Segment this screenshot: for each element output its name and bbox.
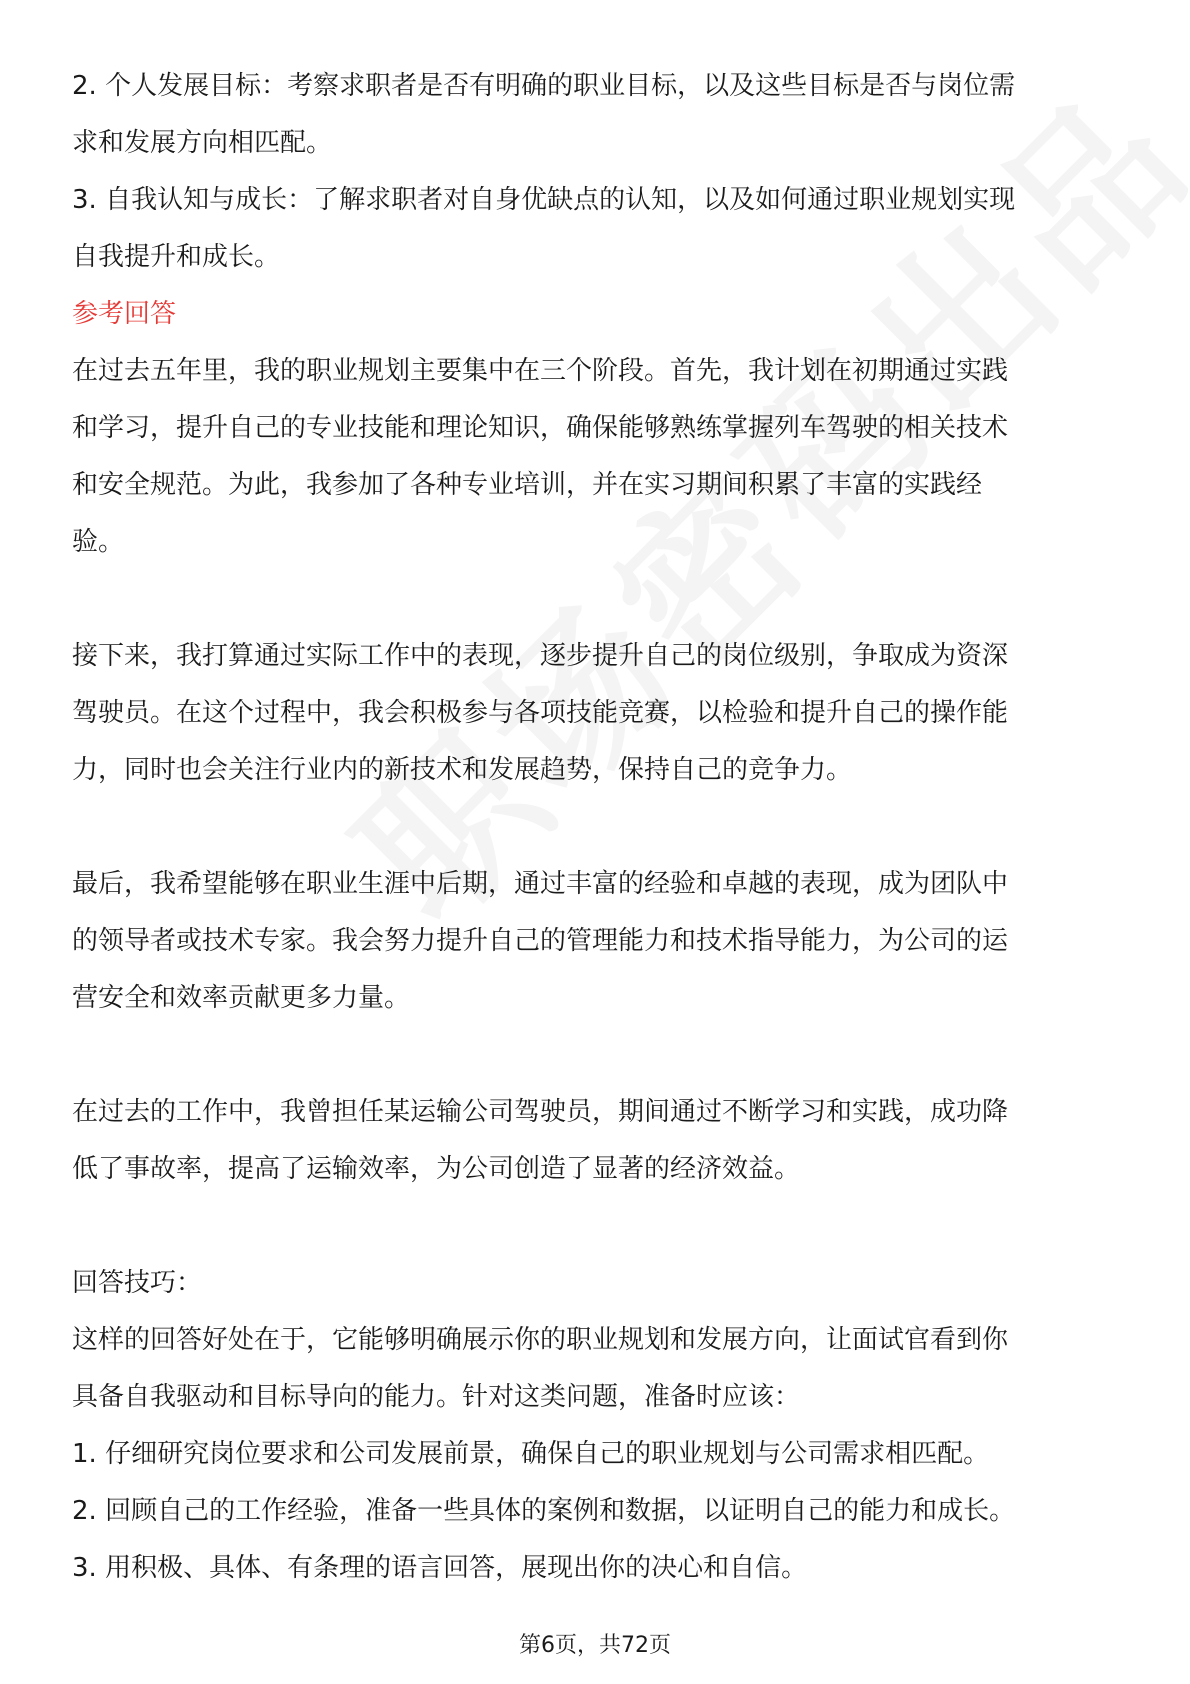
paragraph-spacer [72,1198,1122,1255]
tips-list-item: 3. 用积极、具体、有条理的语言回答，展现出你的决心和自信。 [72,1553,808,1583]
intro-point [72,58,1122,172]
paragraph-line: 营安全和效率贡献更多力量。 [72,983,411,1013]
paragraph-spacer [72,571,1122,628]
tips-intro-line: 这样的回答好处在于，它能够明确展示你的职业规划和发展方向，让面试官看到你 [72,1325,1009,1355]
paragraph-line: 低了事故率，提高了运输效率，为公司创造了显著的经济效益。 [72,1154,801,1184]
paragraph-line: 的领导者或技术专家。我会努力提升自己的管理能力和技术指导能力，为公司的运 [72,926,1009,956]
answer-paragraph [72,1084,1122,1198]
answer-paragraph [72,856,1122,1027]
page-indicator: 第6页，共72页 [519,1633,671,1658]
answer-paragraph [72,628,1122,799]
paragraph-line: 和安全规范。为此，我参加了各种专业培训，并在实习期间积累了丰富的实践经 [72,470,983,500]
tips-heading: 回答技巧： [72,1268,203,1298]
intro-point-line: 自我提升和成长。 [72,242,281,272]
tips-intro-line: 具备自我驱动和目标导向的能力。针对这类问题，准备时应该： [72,1382,801,1412]
paragraph-line: 和学习，提升自己的专业技能和理论知识，确保能够熟练掌握列车驾驶的相关技术 [72,413,1009,443]
paragraph-spacer [72,1027,1122,1084]
paragraph-line: 力，同时也会关注行业内的新技术和发展趋势，保持自己的竞争力。 [72,755,853,785]
paragraph-line: 驾驶员。在这个过程中，我会积极参与各项技能竞赛，以检验和提升自己的操作能 [72,698,1009,728]
paragraph-line: 最后，我希望能够在职业生涯中后期，通过丰富的经验和卓越的表现，成为团队中 [72,869,1009,899]
tips-list [72,1426,1122,1597]
tips-intro [72,1312,1122,1426]
paragraph-line: 验。 [72,527,125,557]
tips-list-item: 2. 回顾自己的工作经验，准备一些具体的案例和数据，以证明自己的能力和成长。 [72,1496,1016,1526]
paragraph-spacer [72,799,1122,856]
answer-paragraph [72,343,1122,571]
intro-point-line: 2. 个人发展目标：考察求职者是否有明确的职业目标，以及这些目标是否与岗位需 [72,71,1016,101]
paragraph-line: 接下来，我打算通过实际工作中的表现，逐步提升自己的岗位级别，争取成为资深 [72,641,1009,671]
tips-list-item: 1. 仔细研究岗位要求和公司发展前景，确保自己的职业规划与公司需求相匹配。 [72,1439,990,1469]
intro-point [72,172,1122,286]
document-body [72,58,1122,1597]
intro-point-line: 3. 自我认知与成长：了解求职者对自身优缺点的认知，以及如何通过职业规划实现 [72,185,1016,215]
paragraph-line: 在过去五年里，我的职业规划主要集中在三个阶段。首先，我计划在初期通过实践 [72,356,1009,386]
reference-answer-heading: 参考回答 [72,299,177,329]
intro-point-line: 求和发展方向相匹配。 [72,128,333,158]
paragraph-line: 在过去的工作中，我曾担任某运输公司驾驶员，期间通过不断学习和实践，成功降 [72,1097,1009,1127]
